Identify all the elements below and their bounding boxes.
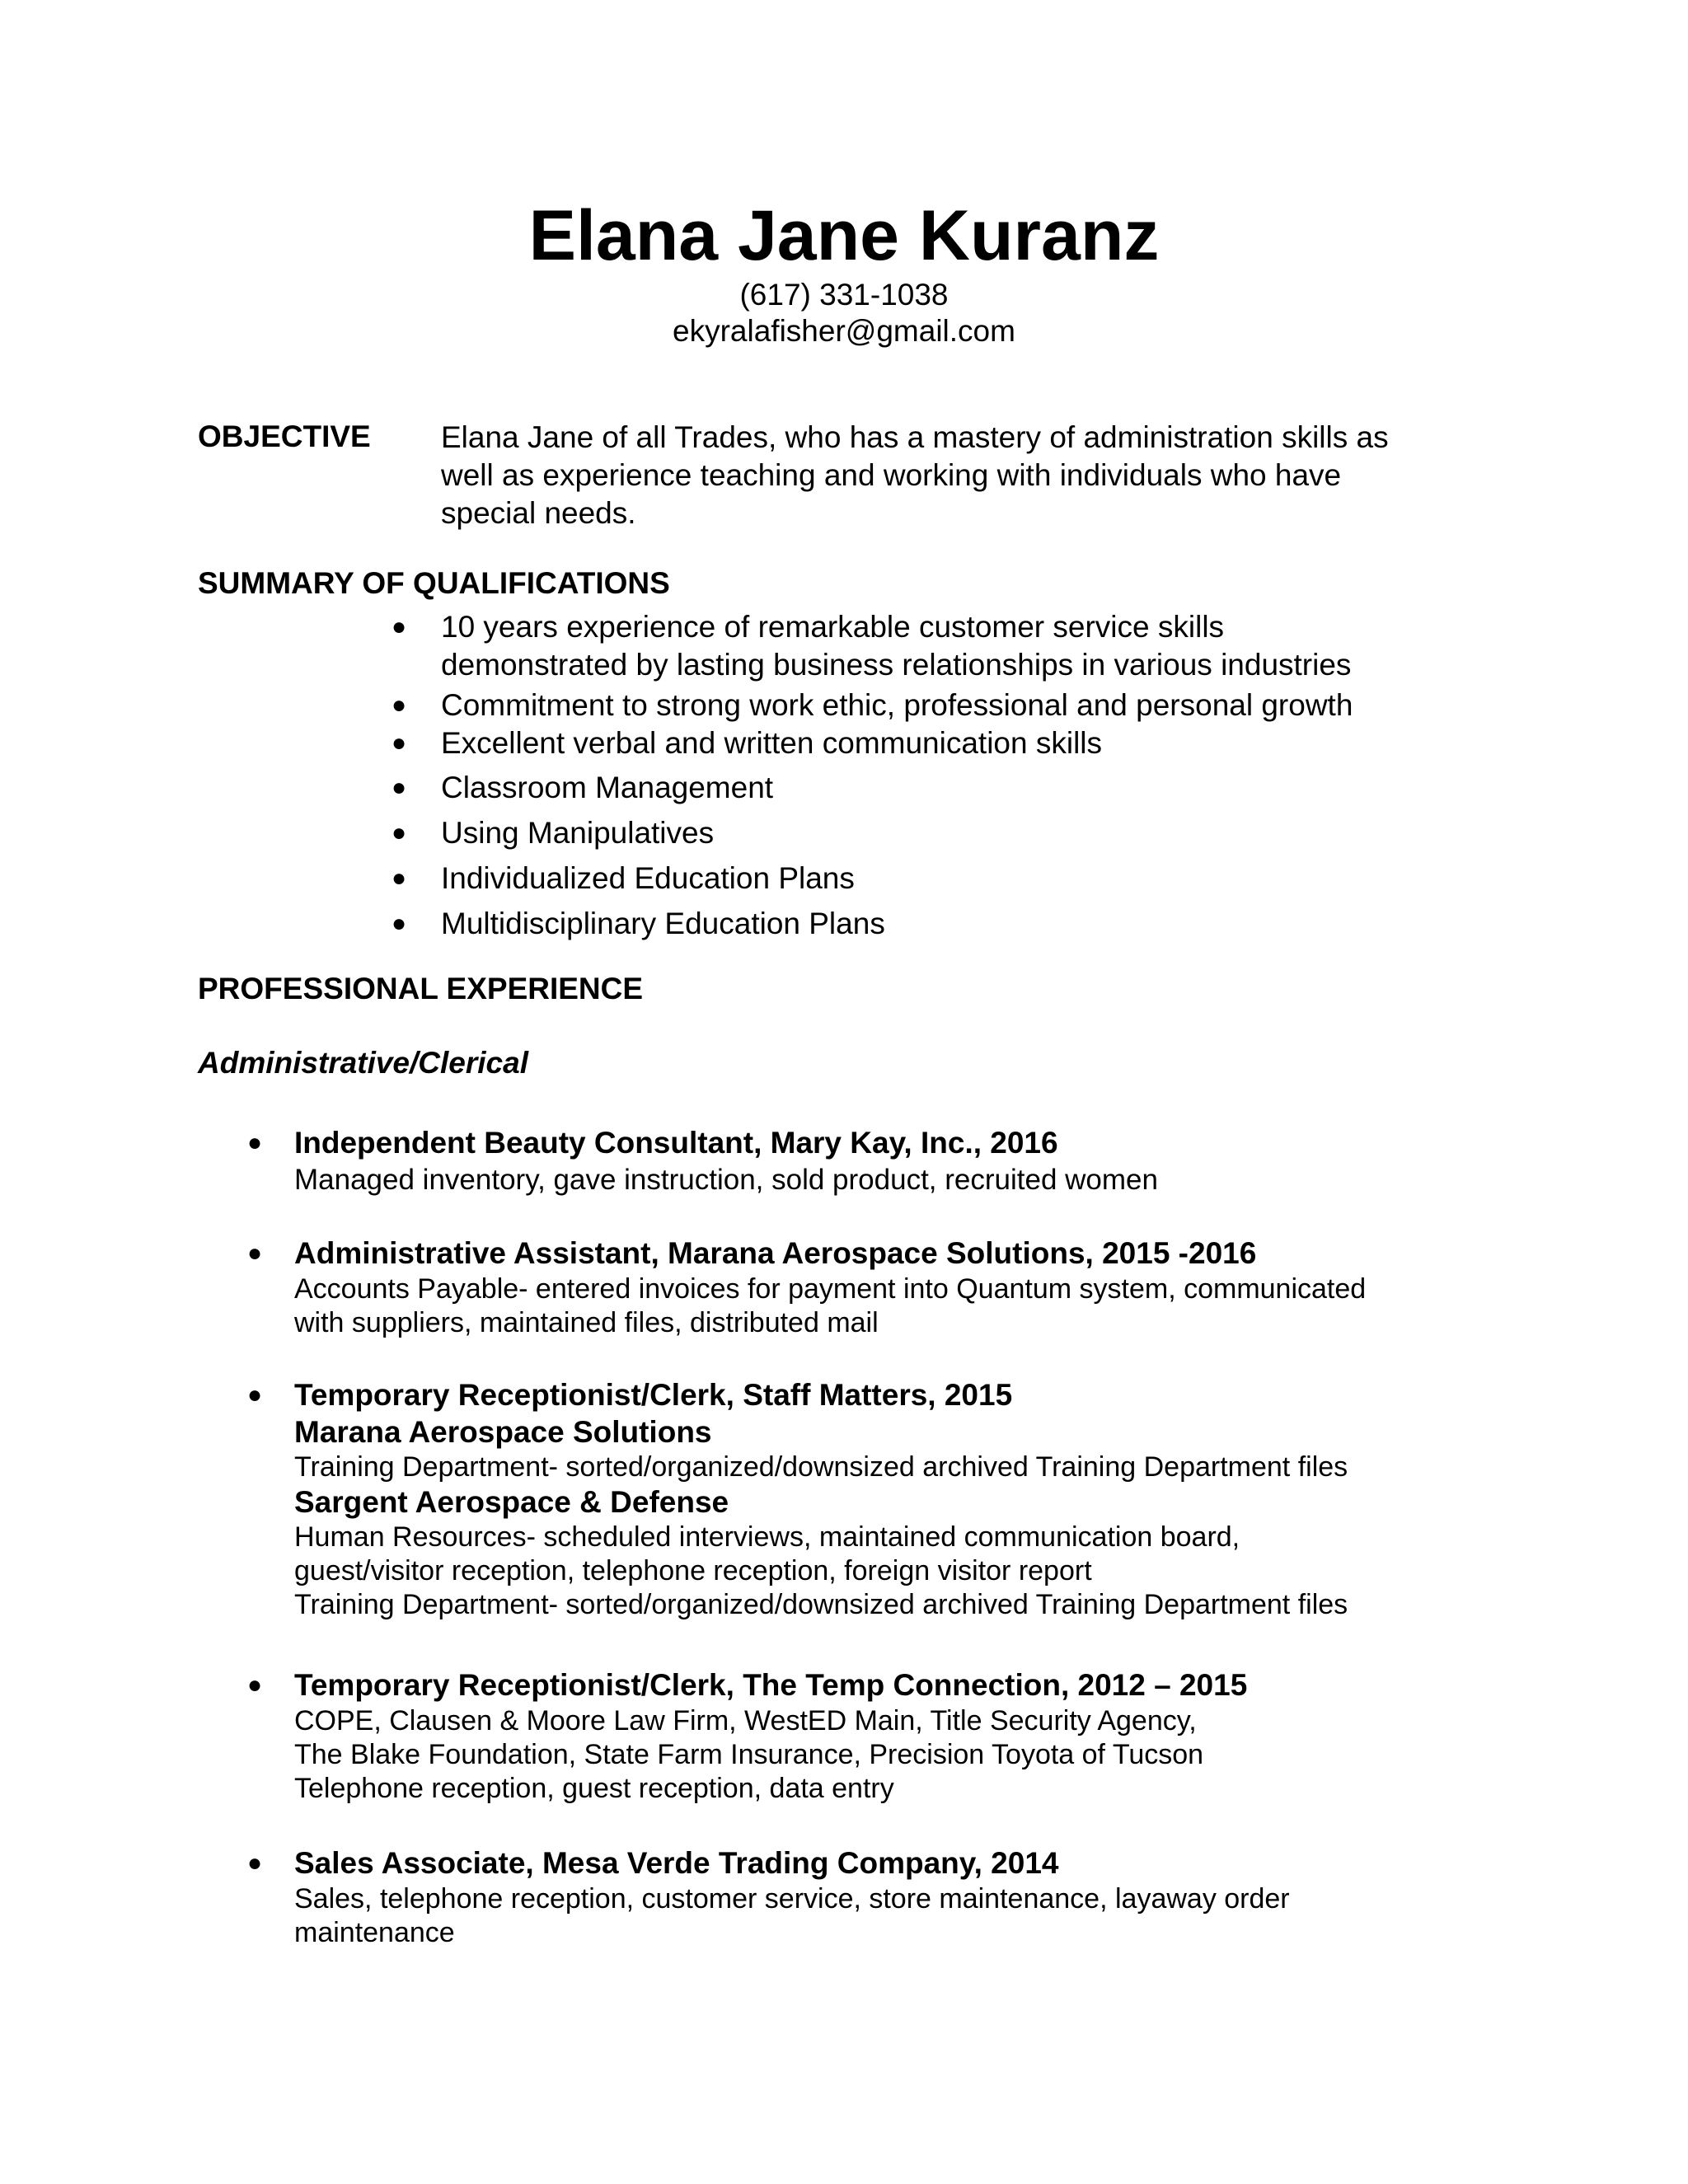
email-address: ekyralafisher@gmail.com <box>673 314 1015 348</box>
bullet-icon: ● <box>247 1849 263 1877</box>
job-description: Telephone reception, guest reception, data entry <box>294 1773 894 1804</box>
job-title: Temporary Receptionist/Clerk, Staff Matters, 2015 <box>294 1378 1013 1412</box>
job-entry <box>247 1376 1531 1622</box>
qualification-item <box>392 687 1512 724</box>
qualification-line: Using Manipulatives <box>441 816 715 850</box>
experience-category: Administrative/Clerical <box>198 1046 528 1080</box>
qualifications-list <box>392 608 1512 943</box>
bullet-icon: ● <box>247 1381 263 1408</box>
qualification-line: Individualized Education Plans <box>441 861 855 895</box>
job-description: The Blake Foundation, State Farm Insurance, Precision Toyota of Tucson <box>294 1739 1204 1770</box>
resume-name: Elana Jane Kuranz <box>528 196 1160 275</box>
phone-number: (617) 331-1038 <box>739 278 949 312</box>
qualification-item <box>392 860 1512 898</box>
qualification-line: demonstrated by lasting business relationships in various industries <box>441 648 1352 682</box>
job-title: Sales Associate, Mesa Verde Trading Company, 2014 <box>294 1846 1059 1880</box>
job-entry <box>247 1235 1531 1340</box>
objective-text <box>441 419 1512 532</box>
job-description: Managed inventory, gave instruction, sold product, recruited women <box>294 1164 1158 1196</box>
job-entry <box>247 1666 1531 1806</box>
objective-line: special needs. <box>441 496 636 530</box>
qualification-line: Classroom Management <box>441 771 774 804</box>
qualification-item <box>392 769 1512 807</box>
bullet-icon: ● <box>392 774 407 801</box>
qualification-item <box>392 608 1512 684</box>
job-description: Human Resources- scheduled interviews, maintained communication board, <box>294 1521 1240 1553</box>
bullet-icon: ● <box>392 691 407 719</box>
experience-heading: PROFESSIONAL EXPERIENCE <box>198 972 644 1005</box>
bullet-icon: ● <box>392 819 407 846</box>
job-title: Independent Beauty Consultant, Mary Kay, Inc., 2016 <box>294 1126 1058 1160</box>
qualifications-heading: SUMMARY OF QUALIFICATIONS <box>198 566 670 600</box>
qualification-line: Commitment to strong work ethic, professional and personal growth <box>441 688 1353 722</box>
objective-heading: OBJECTIVE <box>198 419 371 453</box>
bullet-icon: ● <box>392 910 407 937</box>
qualification-line: Excellent verbal and written communication skills <box>441 726 1103 760</box>
job-entry <box>247 1124 1531 1197</box>
job-description: COPE, Clausen & Moore Law Firm, WestED Main, Title Security Agency, <box>294 1705 1197 1736</box>
bullet-icon: ● <box>392 865 407 892</box>
job-description: Training Department- sorted/organized/downsized archived Training Department files <box>294 1451 1348 1483</box>
objective-line: Elana Jane of all Trades, who has a mastery of administration skills as <box>441 420 1389 454</box>
bullet-icon: ● <box>247 1129 263 1156</box>
job-entry <box>247 1844 1531 1950</box>
qualification-item <box>392 814 1512 852</box>
job-title: Administrative Assistant, Marana Aerospace Solutions, 2015 -2016 <box>294 1236 1257 1270</box>
qualification-item <box>392 724 1512 762</box>
objective-line: well as experience teaching and working with individuals who have <box>441 458 1342 492</box>
job-description: with suppliers, maintained files, distributed mail <box>294 1307 879 1338</box>
qualification-line: Multidisciplinary Education Plans <box>441 907 885 940</box>
job-description: Accounts Payable- entered invoices for payment into Quantum system, communicated <box>294 1273 1367 1305</box>
job-description: Training Department- sorted/organized/downsized archived Training Department files <box>294 1589 1348 1620</box>
qualification-item <box>392 905 1512 943</box>
bullet-icon: ● <box>247 1240 263 1267</box>
qualification-line: 10 years experience of remarkable customer service skills <box>441 610 1225 644</box>
job-description: Sales, telephone reception, customer service, store maintenance, layaway order <box>294 1883 1290 1915</box>
bullet-icon: ● <box>392 613 407 640</box>
bullet-icon: ● <box>392 729 407 757</box>
job-title: Temporary Receptionist/Clerk, The Temp Connection, 2012 – 2015 <box>294 1668 1248 1702</box>
job-description: guest/visitor reception, telephone reception, foreign visitor report <box>294 1555 1092 1586</box>
bullet-icon: ● <box>247 1671 263 1699</box>
job-description: maintenance <box>294 1917 455 1948</box>
client-company: Sargent Aerospace & Defense <box>294 1485 729 1519</box>
client-company: Marana Aerospace Solutions <box>294 1415 712 1449</box>
